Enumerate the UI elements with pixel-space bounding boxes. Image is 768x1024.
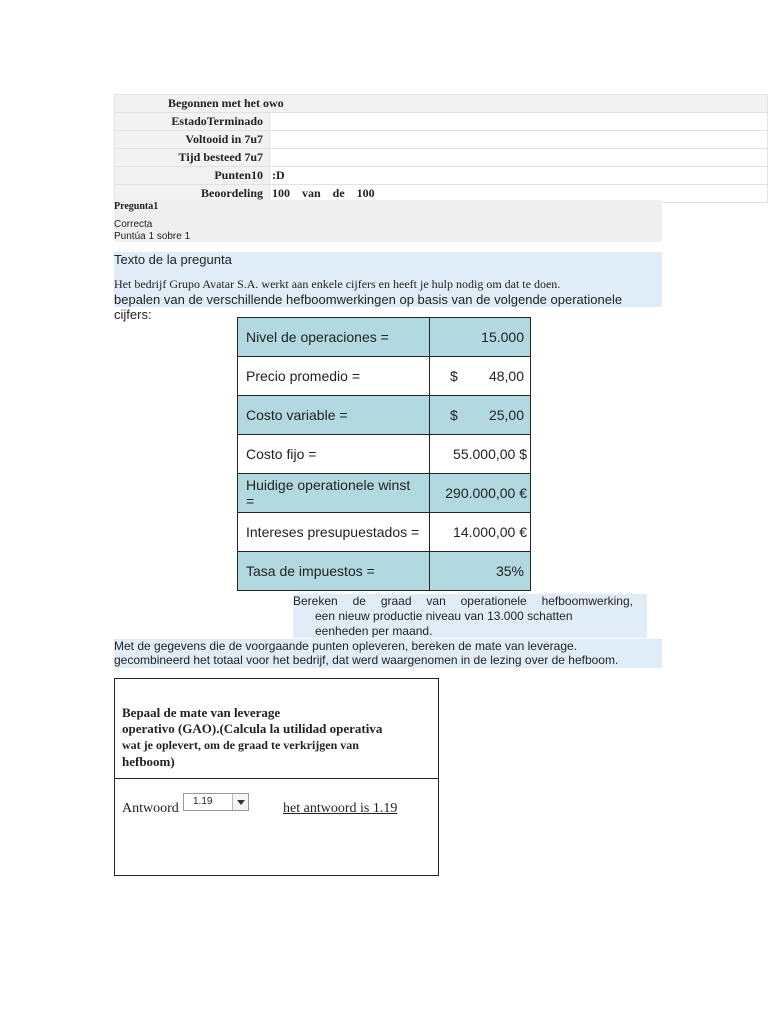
follow-up-text: [114, 639, 662, 668]
row-label: Nivel de operaciones =: [238, 318, 430, 357]
row-label: Costo fijo =: [238, 435, 430, 474]
started-label: Begonnen met het owo: [115, 95, 768, 113]
time-label: Tijd besteed 7u7: [115, 149, 270, 167]
calc-word: Bereken: [293, 594, 338, 608]
row-value: [430, 513, 531, 552]
row-label: Intereses presupuestados =: [238, 513, 430, 552]
question-intro: Het bedrijf Grupo Avatar S.A. werkt aan enkele cijfers en heeft je hulp nodig om dat te doen.: [114, 277, 561, 291]
answer-label: Antwoord: [122, 801, 179, 816]
currency-symbol: $: [450, 368, 458, 384]
row-value-text: 15.000: [481, 329, 524, 345]
answer-select[interactable]: [183, 793, 249, 811]
row-value: [430, 357, 531, 396]
table-row: [238, 435, 531, 474]
row-label: Huidige operationele winst =: [238, 474, 430, 513]
state-label: EstadoTerminado: [115, 113, 270, 131]
answer-select-value: 1.19: [193, 796, 213, 807]
follow-up-line-2: gecombineerd het totaal voor het bedrijf, dat werd waargenomen in de lezing over de hefboom.: [114, 653, 619, 667]
question-info: [114, 200, 662, 242]
attempt-summary: [114, 94, 768, 203]
answer-question-text: [122, 705, 382, 737]
row-value-text: 290.000,00 €: [445, 485, 527, 501]
answer-box: [114, 678, 439, 876]
time-value: [270, 149, 768, 167]
calculation-note: [293, 594, 647, 638]
table-row: [238, 552, 531, 591]
chevron-down-icon[interactable]: [232, 794, 248, 810]
question-number: Pregunta1: [114, 201, 159, 212]
row-value-text: 25,00: [488, 407, 524, 423]
calc-word: operationele: [460, 594, 527, 608]
points-label: Punten10: [115, 167, 270, 185]
completed-label: Voltooid in 7u7: [115, 131, 270, 149]
answer-question: [115, 679, 438, 779]
calc-word: de: [352, 594, 366, 608]
row-value-text: 35%: [495, 563, 524, 579]
operational-data-table: [237, 317, 531, 591]
question-instruction: bepalen van de verschillende hefboomwerkingen op basis van de volgende operationele cijfers:: [114, 292, 623, 322]
row-label: Costo variable =: [238, 396, 430, 435]
calc-line-3: eenheden per maand.: [315, 624, 433, 638]
completed-value: [270, 131, 768, 149]
table-row: [238, 318, 531, 357]
answer-question-line: wat je oplevert, om de graad te verkrijgen van: [122, 738, 359, 752]
row-value-text: 14.000,00 €: [453, 524, 527, 540]
state-value: [270, 113, 768, 131]
row-value-text: 48,00: [488, 368, 524, 384]
calc-line-2: een nieuw productie niveau van 13.000 schatten: [315, 609, 573, 623]
calc-word: van: [426, 594, 446, 608]
answer-question-line: Bepaal de mate van leverage: [122, 705, 281, 720]
currency-symbol: $: [450, 407, 458, 423]
row-label: Precio promedio =: [238, 357, 430, 396]
table-row: [238, 357, 531, 396]
question-text: [114, 252, 662, 322]
row-value: [430, 435, 531, 474]
row-value-text: 55.000,00 $: [453, 446, 527, 462]
grade-label: Beoordeling: [115, 185, 270, 203]
question-score: Puntúa 1 sobre 1: [114, 231, 191, 242]
answer-question-line: hefboom): [122, 754, 175, 769]
row-value: [430, 396, 531, 435]
table-row: [238, 513, 531, 552]
answer-feedback: het antwoord is 1.19: [283, 801, 398, 816]
answer-question-line: operativo (GAO).(Calcula la utilidad operativa: [122, 721, 383, 736]
question-text-heading: Texto de la pregunta: [114, 252, 232, 267]
row-value: [430, 474, 531, 513]
table-row: [238, 474, 531, 513]
grade-value: 100 van de 100: [270, 185, 768, 203]
table-row: [238, 396, 531, 435]
question-status: Correcta: [114, 219, 153, 230]
points-value: :D: [270, 167, 768, 185]
calc-line-1: [293, 594, 647, 609]
follow-up-line-1: Met de gegevens die de voorgaande punten opleveren, bereken de mate van leverage.: [114, 639, 577, 653]
calc-word: graad: [380, 594, 412, 608]
row-value: [430, 552, 531, 591]
row-label: Tasa de impuestos =: [238, 552, 430, 591]
row-value: [430, 318, 531, 357]
calc-word: hefboomwerking,: [541, 594, 633, 608]
